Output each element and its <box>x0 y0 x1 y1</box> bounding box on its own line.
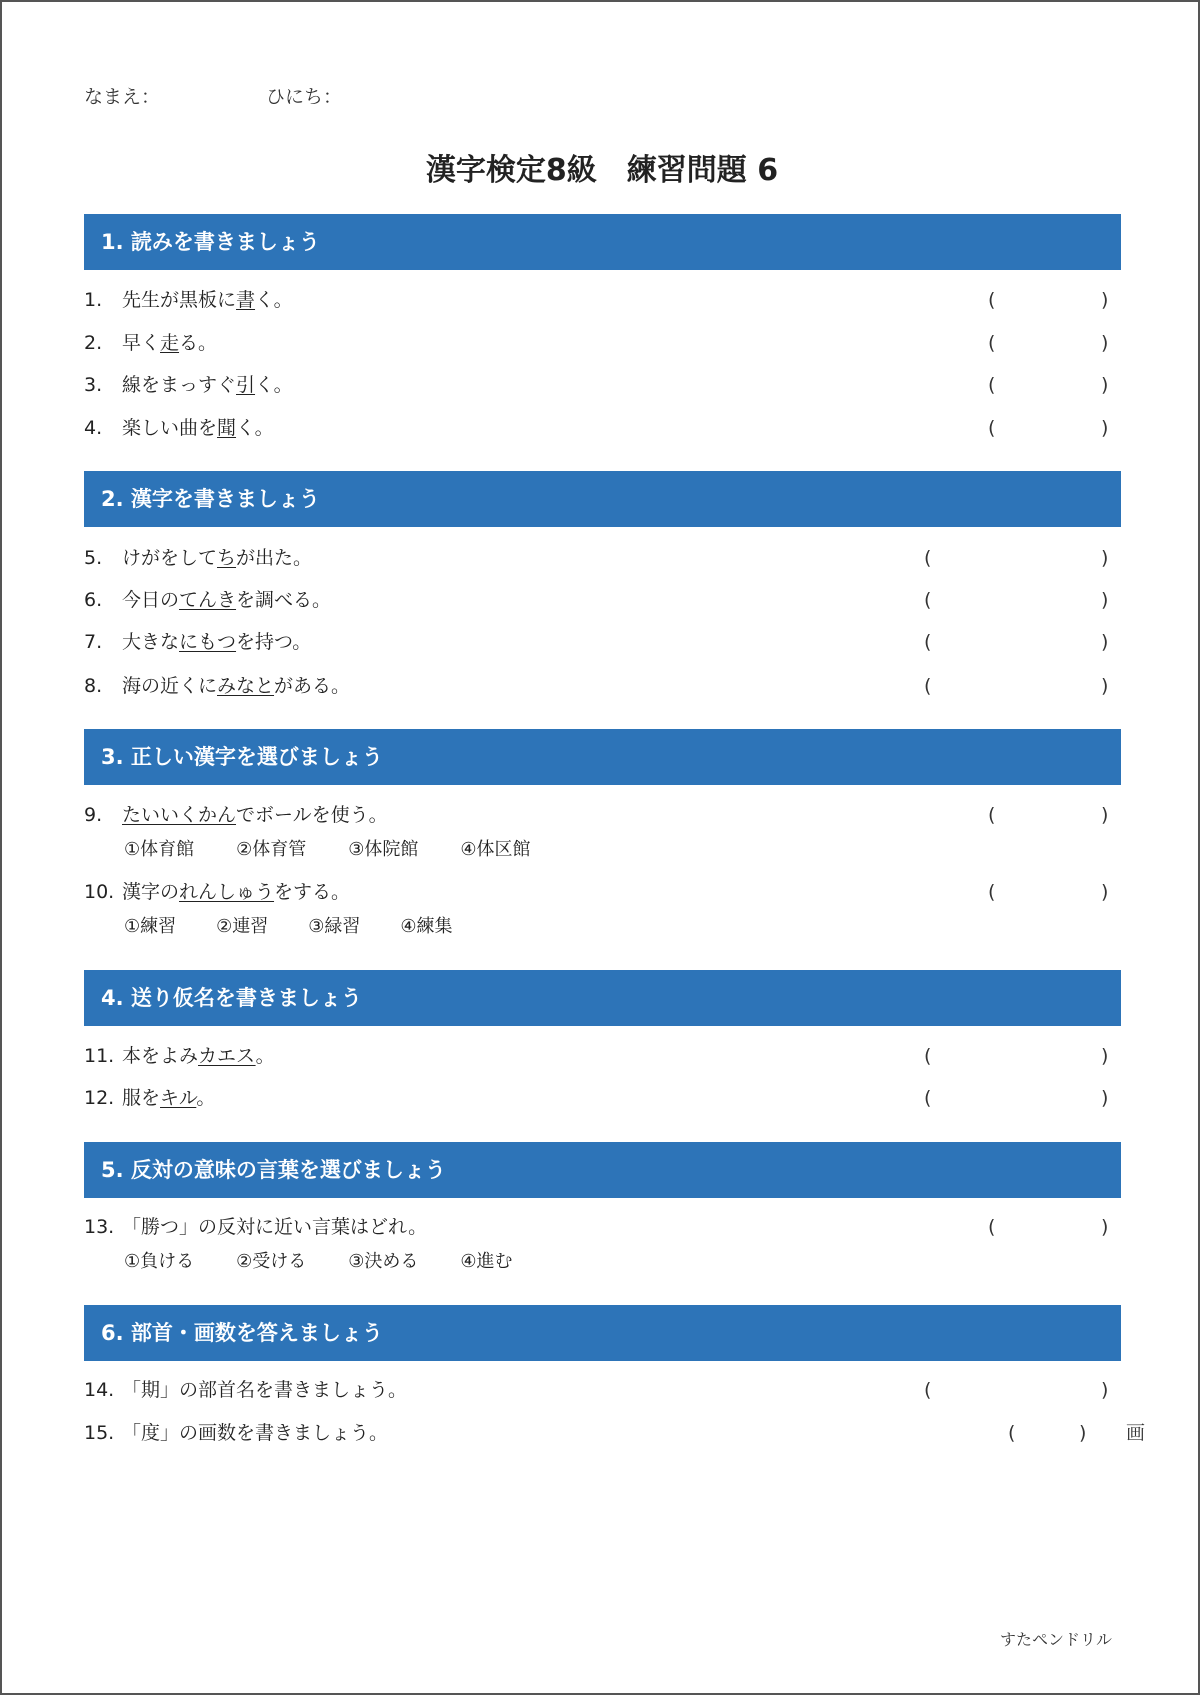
stroke-count-unit: 画 <box>1126 1422 1146 1444</box>
answer-paren-close: ) <box>1101 804 1109 826</box>
question-text-end: を持つ。 <box>236 631 312 653</box>
question-text: 本をよみ <box>122 1045 199 1067</box>
answer-paren-open: ( <box>988 804 996 826</box>
answer-paren-open: ( <box>924 1045 932 1067</box>
underlined-target: にもつ <box>179 631 237 653</box>
question-text-end: 。 <box>255 1045 275 1067</box>
answer-paren-open: ( <box>924 547 932 569</box>
answer-paren-close: ) <box>1079 1422 1087 1444</box>
question-10 <box>84 879 350 905</box>
section-header-4: 4. 送り仮名を書きましょう <box>84 970 1121 1026</box>
question-number: 11. <box>84 1045 115 1067</box>
question-text-end: が出た。 <box>236 547 313 569</box>
question-text: 大きな <box>122 631 180 653</box>
question-text-end: をする。 <box>274 881 351 903</box>
answer-paren-close: ) <box>1101 1216 1109 1238</box>
date-label: ひにち： <box>266 86 343 108</box>
underlined-target: てんき <box>179 589 237 611</box>
choices-q10 <box>124 914 493 940</box>
question-number: 8. <box>84 675 103 697</box>
choice-1: ①練習 <box>124 916 177 937</box>
underlined-target: 引 <box>236 374 256 396</box>
question-7 <box>84 629 311 655</box>
question-1 <box>84 287 293 313</box>
question-number: 6. <box>84 589 103 611</box>
answer-paren-close: ) <box>1101 547 1109 569</box>
question-text-end: く。 <box>255 289 293 311</box>
choice-3: ③体院館 <box>348 839 419 860</box>
question-2 <box>84 330 217 356</box>
choice-4: ④進む <box>460 1251 513 1272</box>
question-text: 今日の <box>122 589 180 611</box>
name-label: なまえ： <box>84 86 161 108</box>
question-4 <box>84 415 274 441</box>
answer-paren-open: ( <box>988 332 996 354</box>
question-9 <box>84 802 388 828</box>
answer-paren-close: ) <box>1101 1087 1109 1109</box>
question-11 <box>84 1043 275 1069</box>
underlined-target: みなと <box>217 675 275 697</box>
question-text-end: を調べる。 <box>236 589 332 611</box>
question-text: 楽しい曲を <box>122 417 218 439</box>
answer-paren-close: ) <box>1101 881 1109 903</box>
choices-q13 <box>124 1249 555 1275</box>
question-3 <box>84 372 293 398</box>
answer-paren-close: ) <box>1101 289 1109 311</box>
question-number: 1. <box>84 289 103 311</box>
section-header-2: 2. 漢字を書きましょう <box>84 471 1121 527</box>
question-12 <box>84 1085 215 1111</box>
underlined-target: ち <box>217 547 237 569</box>
question-number: 12. <box>84 1087 115 1109</box>
choices-q9 <box>124 837 573 863</box>
answer-paren-close: ) <box>1101 332 1109 354</box>
answer-paren-close: ) <box>1101 589 1109 611</box>
question-text-end: く。 <box>236 417 274 439</box>
question-number: 10. <box>84 881 115 903</box>
answer-paren-close: ) <box>1101 417 1109 439</box>
answer-paren-close: ) <box>1101 1379 1109 1401</box>
section-header-1: 1. 読みを書きましょう <box>84 214 1121 270</box>
question-5 <box>84 545 312 571</box>
question-number: 14. <box>84 1379 115 1401</box>
question-text: 線をまっすぐ <box>122 374 237 396</box>
answer-paren-close: ) <box>1101 1045 1109 1067</box>
question-6 <box>84 587 331 613</box>
underlined-target: キル <box>160 1087 197 1109</box>
question-number: 5. <box>84 547 103 569</box>
choice-2: ②連習 <box>216 916 269 937</box>
choice-3: ③決める <box>348 1251 419 1272</box>
underlined-target: 走 <box>160 332 180 354</box>
answer-paren-open: ( <box>988 289 996 311</box>
question-text: 先生が黒板に <box>122 289 237 311</box>
answer-paren-close: ) <box>1101 374 1109 396</box>
underlined-target: 書 <box>236 289 256 311</box>
question-text: 早く <box>122 332 161 354</box>
answer-paren-open: ( <box>924 675 932 697</box>
header-meta <box>84 82 343 109</box>
question-text: 「度」の画数を書きましょう。 <box>122 1422 389 1444</box>
question-number: 9. <box>84 804 103 826</box>
section-header-5: 5. 反対の意味の言葉を選びましょう <box>84 1142 1121 1198</box>
underlined-target: たいいくかん <box>122 804 237 826</box>
choice-1: ①体育館 <box>124 839 195 860</box>
question-15 <box>84 1420 388 1446</box>
question-text: 「勝つ」の反対に近い言葉はどれ。 <box>122 1216 428 1238</box>
answer-paren-open: ( <box>988 1216 996 1238</box>
answer-paren-close: ) <box>1101 631 1109 653</box>
answer-paren-open: ( <box>924 1379 932 1401</box>
question-text: けがをして <box>122 547 218 569</box>
question-number: 7. <box>84 631 103 653</box>
section-header-6: 6. 部首・画数を答えましょう <box>84 1305 1121 1361</box>
choice-4: ④練集 <box>400 916 453 937</box>
question-8 <box>84 673 350 699</box>
question-number: 13. <box>84 1216 115 1238</box>
question-text-end: る。 <box>179 332 218 354</box>
choice-3: ③緑習 <box>308 916 361 937</box>
question-text: 服を <box>122 1087 161 1109</box>
question-13 <box>84 1214 427 1240</box>
question-number: 3. <box>84 374 103 396</box>
footer-brand: すたペンドリル <box>1000 1630 1113 1649</box>
choice-4: ④体区館 <box>460 839 531 860</box>
question-text-end: がある。 <box>274 675 351 697</box>
answer-paren-open: ( <box>988 417 996 439</box>
question-text: 漢字の <box>122 881 180 903</box>
underlined-target: 聞 <box>217 417 237 439</box>
underlined-target: カエス <box>198 1045 256 1067</box>
answer-paren-open: ( <box>924 631 932 653</box>
question-text: 海の近くに <box>122 675 218 697</box>
page-title: 漢字検定8級 練習問題 6 <box>425 153 779 188</box>
question-text-end: 。 <box>196 1087 216 1109</box>
answer-paren-open: ( <box>924 1087 932 1109</box>
answer-paren-open: ( <box>1008 1422 1016 1444</box>
choice-2: ②体育管 <box>236 839 307 860</box>
question-text: 「期」の部首名を書きましょう。 <box>122 1379 408 1401</box>
answer-paren-open: ( <box>924 589 932 611</box>
answer-paren-open: ( <box>988 374 996 396</box>
underlined-target: れんしゅう <box>179 881 275 903</box>
section-header-3: 3. 正しい漢字を選びましょう <box>84 729 1121 785</box>
question-text-end: でボールを使う。 <box>236 804 388 826</box>
question-number: 15. <box>84 1422 115 1444</box>
question-number: 2. <box>84 332 103 354</box>
answer-paren-open: ( <box>988 881 996 903</box>
question-number: 4. <box>84 417 103 439</box>
choice-2: ②受ける <box>236 1251 307 1272</box>
question-14 <box>84 1377 407 1403</box>
answer-paren-close: ) <box>1101 675 1109 697</box>
choice-1: ①負ける <box>124 1251 195 1272</box>
question-text-end: く。 <box>255 374 293 396</box>
